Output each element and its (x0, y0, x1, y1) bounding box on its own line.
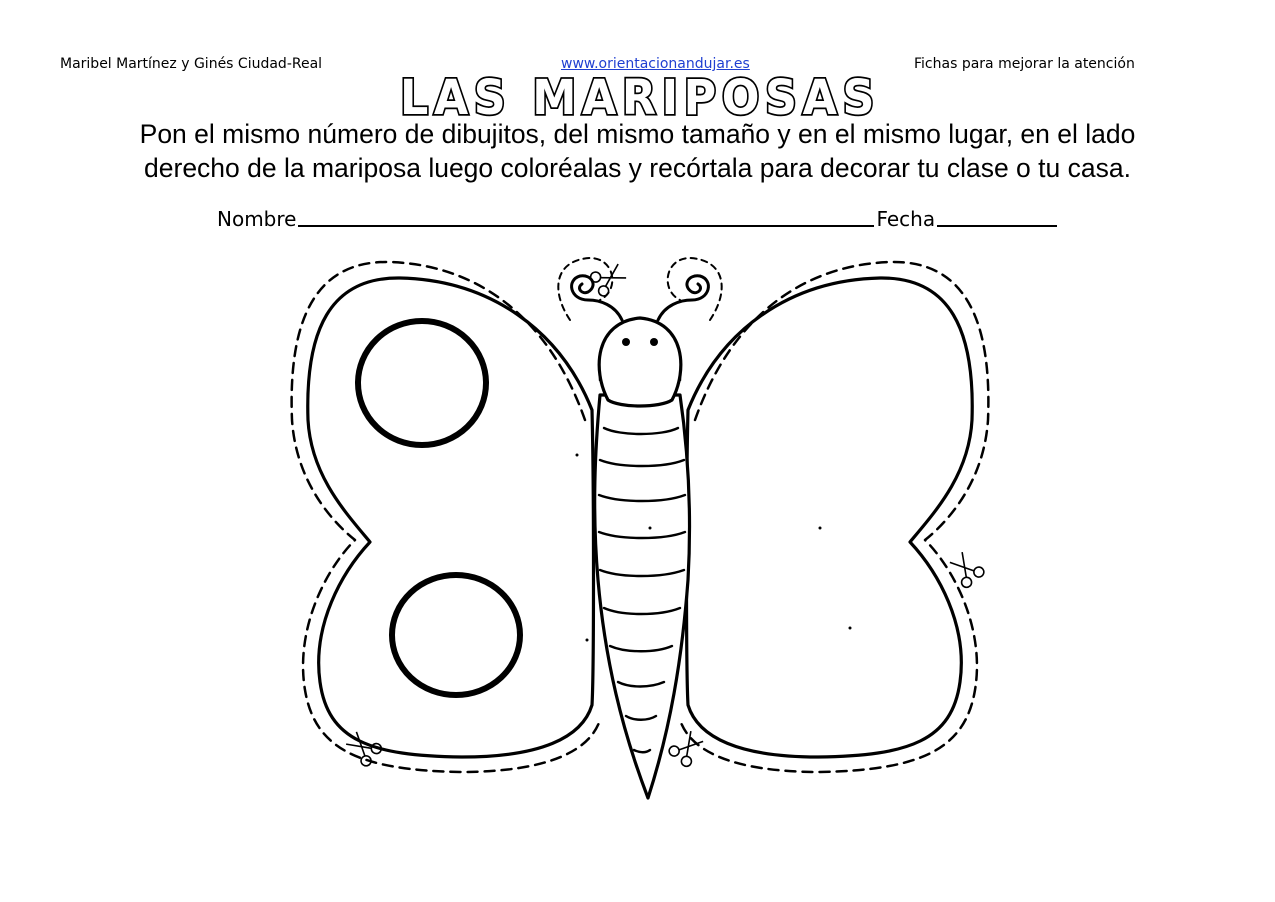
scissors-icon (946, 549, 986, 589)
guide-dot (576, 454, 579, 457)
butterfly-left-eye (622, 338, 630, 346)
right-antenna (658, 276, 708, 320)
website-link[interactable]: www.orientacionandujar.es (561, 56, 750, 72)
left-wing-circle-top (358, 321, 486, 445)
date-field[interactable] (937, 203, 1057, 227)
guide-dot (586, 639, 589, 642)
butterfly-head (599, 318, 681, 406)
right-antenna-cut-line (668, 258, 722, 320)
name-field[interactable] (298, 203, 874, 227)
butterfly-drawing (270, 250, 1010, 820)
butterfly-body (595, 395, 690, 798)
date-label: Fecha (876, 207, 936, 231)
instructions (40, 117, 1235, 185)
scissors-icon (589, 260, 629, 298)
name-date-line (217, 203, 1057, 231)
authors-text: Maribel Martínez y Ginés Ciudad-Real (60, 56, 323, 72)
butterfly-right-eye (650, 338, 658, 346)
guide-dot (849, 627, 852, 630)
name-label: Nombre (217, 207, 297, 231)
left-wing-circle-bottom (392, 575, 520, 695)
worksheet-title (390, 68, 890, 124)
instructions-line-1: Pon el mismo número de dibujitos, del mismo tamaño y en el mismo lugar, en el lado (139, 119, 1136, 149)
guide-dot (649, 527, 652, 530)
instructions-line-2: derecho de la mariposa luego coloréalas y recórtala para decorar tu clase o tu casa. (144, 153, 1131, 183)
right-wing-cut-line (680, 262, 988, 772)
left-antenna-cut-line (558, 258, 612, 320)
guide-dot (819, 527, 822, 530)
worksheet-title-text: LAS MARIPOSAS (400, 70, 880, 124)
series-text: Fichas para mejorar la atención (914, 56, 1135, 72)
